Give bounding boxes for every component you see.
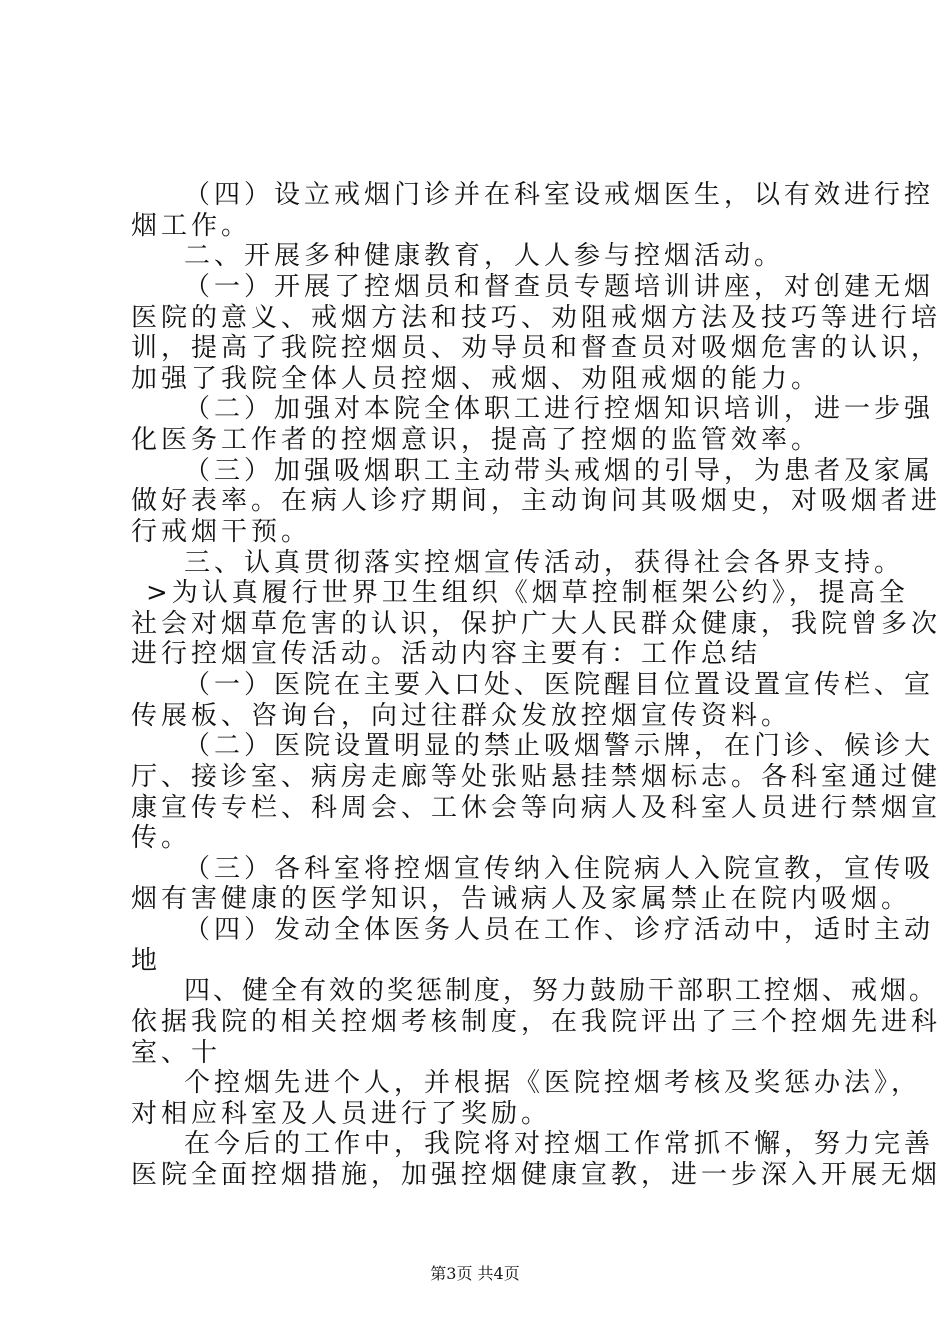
text-line: 康宣传专栏、科周会、工休会等向病人及科室人员进行禁烟宣 [131,793,942,823]
text-line: 对相应科室及人员进行了奖励。 [131,1099,552,1129]
text-line: 三、认真贯彻落实控烟宣传活动，获得社会各界支持。 [184,548,905,578]
text-line: 地 [131,946,162,976]
text-line: >为认真履行世界卫生组织《烟草控制框架公约》，提高全 [146,578,909,608]
text-line: 训，提高了我院控烟员、劝导员和督查员对吸烟危害的认识， [131,333,942,363]
text-line: 在今后的工作中，我院将对控烟工作常抓不懈，努力完善 [184,1129,935,1159]
text-line: 烟工作。 [131,211,252,241]
text-line: 室、十 [131,1038,222,1068]
text-line: 化医务工作者的控烟意识，提高了控烟的监管效率。 [131,425,822,455]
text-line: 依据我院的相关控烟考核制度，在我院评出了三个控烟先进科 [131,1007,942,1037]
text-line: 传。 [131,823,192,853]
text-line: （二）医院设置明显的禁止吸烟警示牌，在门诊、候诊大 [184,731,935,761]
text-line: （三）加强吸烟职工主动带头戒烟的引导，为患者及家属 [184,456,935,486]
text-line: 行戒烟干预。 [131,517,312,547]
page-footer: 第3页 共4页 [430,1264,520,1283]
text-line: 二、开展多种健康教育，人人参与控烟活动。 [184,241,785,271]
text-line: （三）各科室将控烟宣传纳入住院病人入院宣教，宣传吸 [184,854,935,884]
text-line: 社会对烟草危害的认识，保护广大人民群众健康，我院曾多次 [131,609,942,639]
text-line: （一）开展了控烟员和督查员专题培训讲座，对创建无烟 [184,272,935,302]
text-line: （一）医院在主要入口处、医院醒目位置设置宣传栏、宣 [184,670,935,700]
text-line: 烟有害健康的医学知识，告诫病人及家属禁止在院内吸烟。 [131,884,912,914]
text-line: 加强了我院全体人员控烟、戒烟、劝阻戒烟的能力。 [131,364,822,394]
text-line: 厅、接诊室、病房走廊等处张贴悬挂禁烟标志。各科室通过健 [131,762,942,792]
text-line: 医院全面控烟措施，加强控烟健康宣教，进一步深入开展无烟 [131,1160,942,1190]
text-line: 做好表率。在病人诊疗期间，主动询问其吸烟史，对吸烟者进 [131,486,942,516]
text-line: （四）发动全体医务人员在工作、诊疗活动中，适时主动 [184,915,935,945]
text-line: （四）设立戒烟门诊并在科室设戒烟医生，以有效进行控 [184,180,935,210]
text-line: 传展板、咨询台，向过往群众发放控烟宣传资料。 [131,701,792,731]
text-line: 个控烟先进个人，并根据《医院控烟考核及奖惩办法》， [184,1068,922,1098]
text-line: 四、健全有效的奖惩制度，努力鼓励干部职工控烟、戒烟。 [184,976,939,1006]
text-line: （二）加强对本院全体职工进行控烟知识培训，进一步强 [184,394,935,424]
text-line: 医院的意义、戒烟方法和技巧、劝阻戒烟方法及技巧等进行培 [131,303,942,333]
text-line: 进行控烟宣传活动。活动内容主要有：工作总结 [131,639,762,669]
